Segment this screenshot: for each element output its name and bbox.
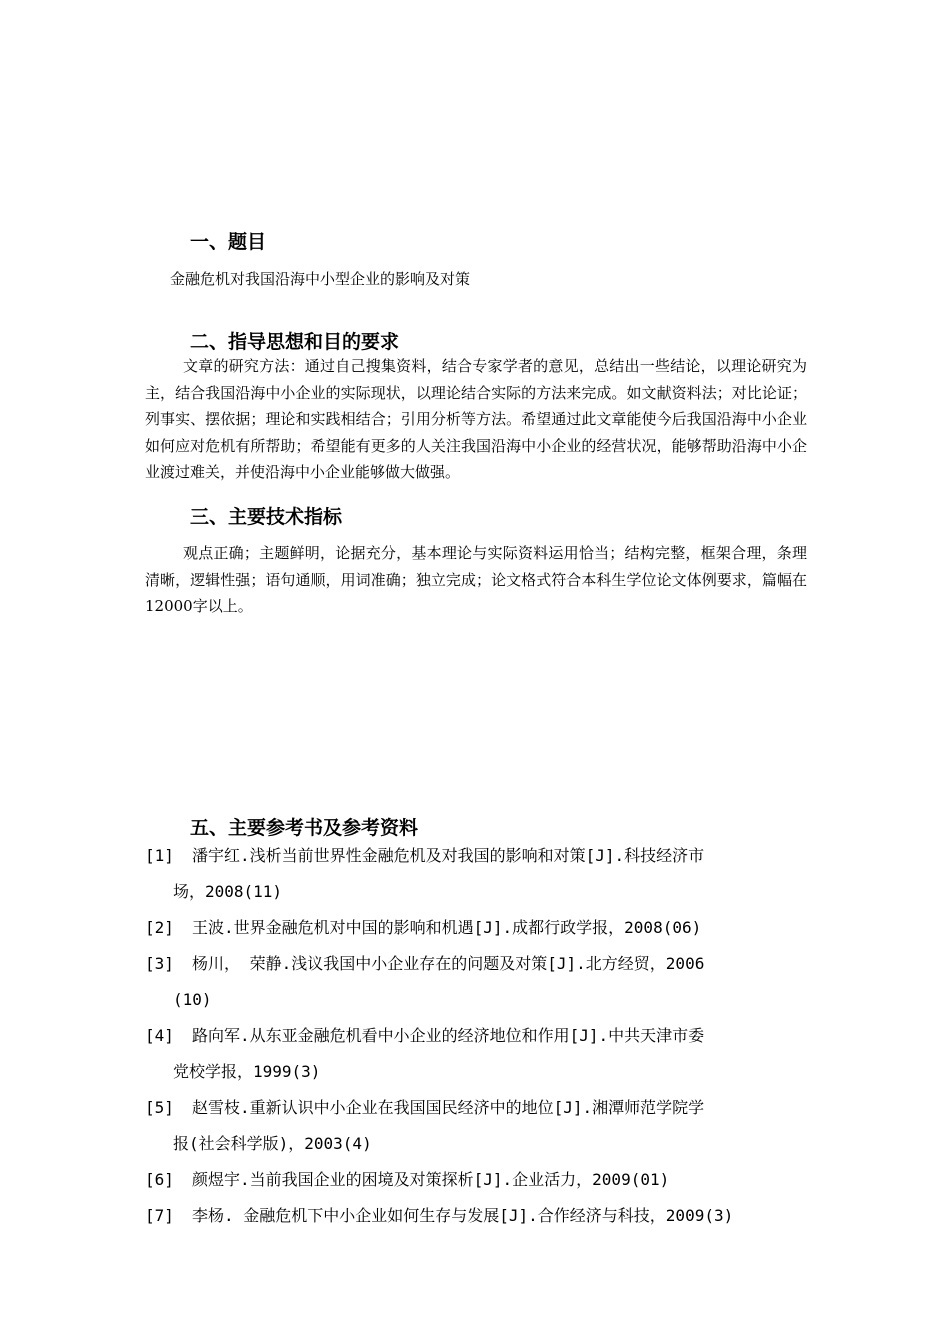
reference-text: [173, 1018, 810, 1090]
reference-item: [145, 1018, 810, 1090]
section-heading-references: 五、主要参考书及参考资料: [190, 817, 419, 839]
reference-line: 杨川， 荣静.浅议我国中小企业存在的问题及对策[J].北方经贸，2006: [192, 954, 705, 973]
reference-text: [192, 1162, 810, 1198]
reference-line: 颜煜宇.当前我国企业的困境及对策探析[J].企业活力，2009(01): [192, 1170, 670, 1189]
reference-line: 赵雪枝.重新认识中小企业在我国国民经济中的地位[J].湘潭师范学院学: [192, 1098, 705, 1117]
reference-item: [145, 910, 810, 946]
reference-number: [5]: [145, 1098, 174, 1117]
reference-number: [7]: [145, 1206, 174, 1225]
reference-text: [173, 946, 810, 1018]
reference-item: [145, 1198, 810, 1234]
reference-line-continued: 场，2008(11): [173, 882, 283, 901]
reference-number: [2]: [145, 918, 174, 937]
reference-text: [192, 1198, 810, 1234]
reference-item: [145, 1162, 810, 1198]
section-heading-topic: 一、题目: [190, 231, 267, 253]
reference-line: 路向军.从东亚金融危机看中小企业的经济地位和作用[J].中共天津市委: [192, 1026, 705, 1045]
technical-indicators-paragraph: 观点正确；主题鲜明，论据充分，基本理论与实际资料运用恰当；结构完整，框架合理，条理清晰，逻辑性强；语句通顺，用词准确；独立完成；论文格式符合本科生学位论文体例要求，篇幅在12000字以上。: [145, 544, 807, 615]
reference-item: [145, 1090, 810, 1162]
reference-line: 潘宇红.浅析当前世界性金融危机及对我国的影响和对策[J].科技经济市: [192, 846, 705, 865]
reference-number: [3]: [145, 954, 174, 973]
reference-line-continued: 报(社会科学版)，2003(4): [173, 1134, 372, 1153]
reference-list: [145, 838, 810, 1234]
thesis-topic: 金融危机对我国沿海中小型企业的影响及对策: [170, 270, 471, 288]
reference-text: [173, 838, 810, 910]
reference-text: [192, 910, 810, 946]
reference-item: [145, 838, 810, 910]
reference-line: 李杨. 金融危机下中小企业如何生存与发展[J].合作经济与科技，2009(3): [192, 1206, 734, 1225]
reference-number: [1]: [145, 846, 174, 865]
reference-item: [145, 946, 810, 1018]
reference-text: [173, 1090, 810, 1162]
reference-line: 王波.世界金融危机对中国的影响和机遇[J].成都行政学报，2008(06): [192, 918, 702, 937]
reference-line-continued: 党校学报，1999(3): [173, 1062, 321, 1081]
section-heading-technical-indicators: 三、主要技术指标: [190, 506, 343, 528]
section-heading-guiding-ideas: 二、指导思想和目的要求: [190, 331, 400, 353]
guiding-ideas-paragraph: 文章的研究方法：通过自己搜集资料，结合专家学者的意见，总结出一些结论，以理论研究为主，结合我国沿海中小企业的实际现状，以理论结合实际的方法来完成。如文献资料法；对比论证；列事实、摆依据；理论和实践相结合；引用分析等方法。希望通过此文章能使今后我国沿海中小企业如何应对危机有所帮助；希望能有更多的人关注我国沿海中小企业的经营状况，能够帮助沿海中小企业渡过难关，并使沿海中小企业能够做大做强。: [145, 357, 807, 481]
reference-number: [6]: [145, 1170, 174, 1189]
reference-number: [4]: [145, 1026, 174, 1045]
reference-line-continued: (10): [173, 990, 212, 1009]
